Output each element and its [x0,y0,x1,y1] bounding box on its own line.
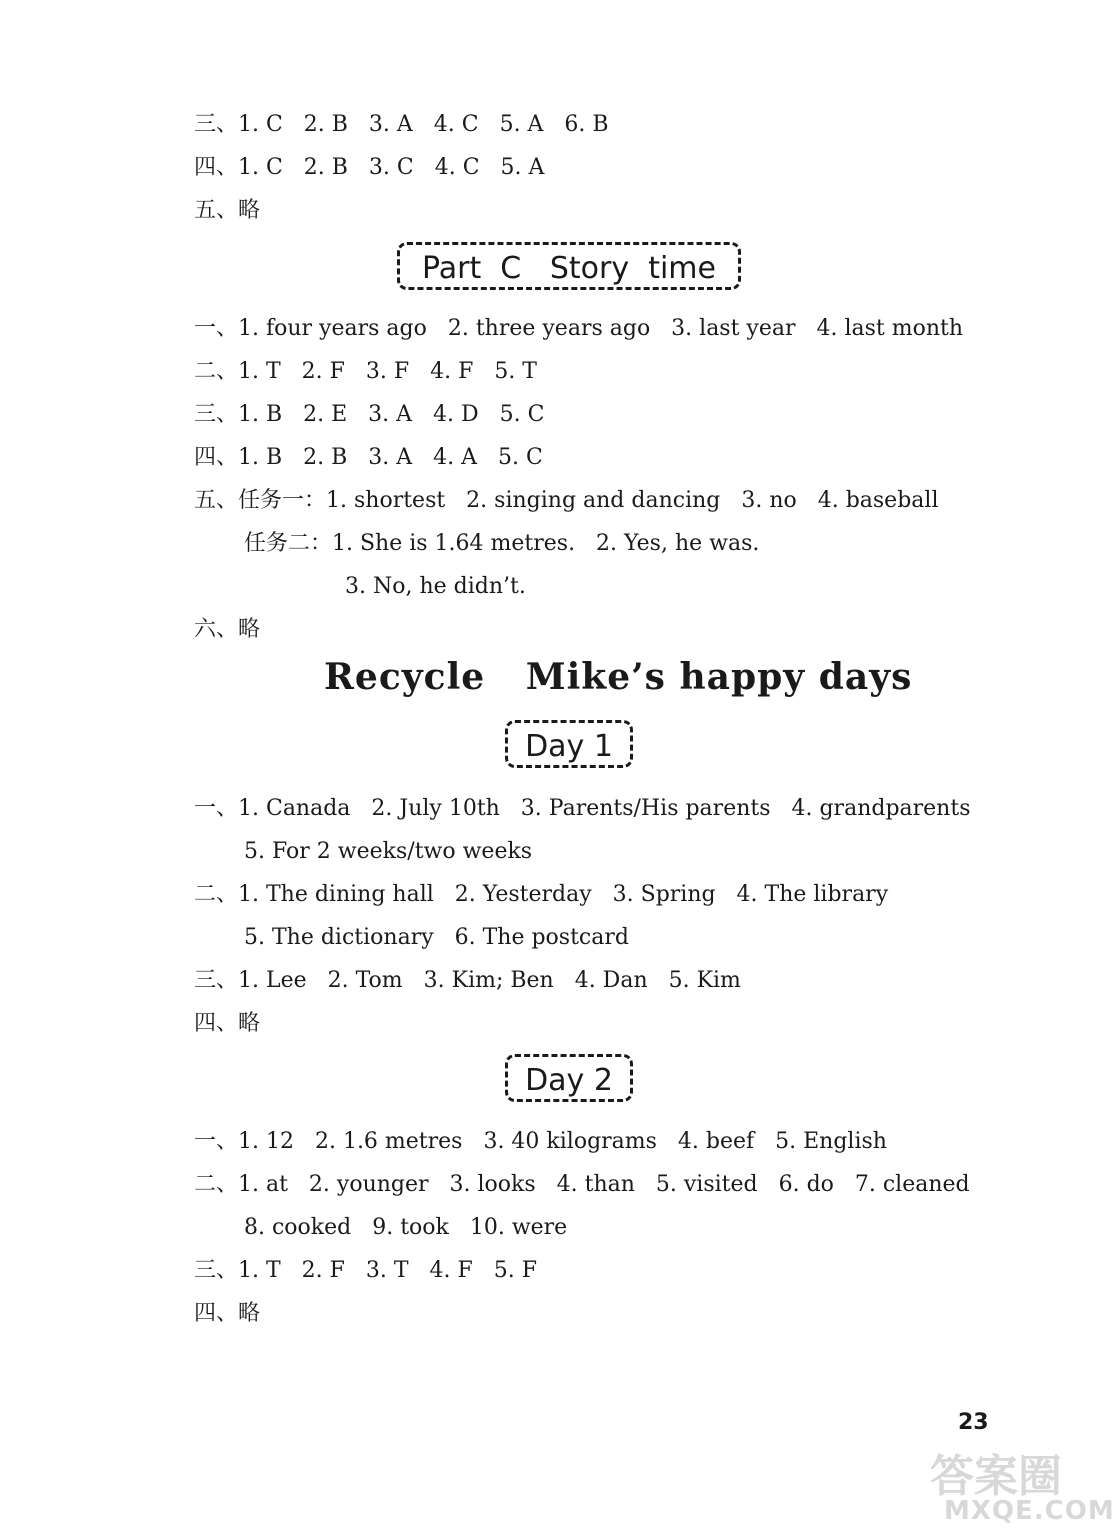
answer-line: 四、1. B 2. B 3. A 4. A 5. C [194,445,543,470]
answer-line: 二、1. The dining hall 2. Yesterday 3. Spring 4. The library [194,882,889,907]
day2-header: Day 2 [505,1054,633,1102]
part-c-header: Part C Story time [397,242,741,290]
answer-line: 二、1. at 2. younger 3. looks 4. than 5. visited 6. do 7. cleaned [194,1172,970,1197]
answer-line: 五、任务一：1. shortest 2. singing and dancing 3. no 4. baseball [194,488,939,513]
answer-line: 二、1. T 2. F 3. F 4. F 5. T [194,359,537,384]
answer-line: 三、1. T 2. F 3. T 4. F 5. F [194,1258,537,1283]
recycle-title: Recycle Mike’s happy days [324,656,913,698]
answer-line: 3. No, he didn’t. [345,574,526,599]
answer-line: 三、1. B 2. E 3. A 4. D 5. C [194,402,545,427]
page-number: 23 [958,1410,989,1435]
answer-line: 四、1. C 2. B 3. C 4. C 5. A [194,155,545,180]
answer-line: 一、1. Canada 2. July 10th 3. Parents/His parents 4. grandparents [194,796,971,821]
day1-header: Day 1 [505,720,633,768]
answer-line: 8. cooked 9. took 10. were [244,1215,568,1240]
answer-line: 一、1. four years ago 2. three years ago 3. last year 4. last month [194,316,964,341]
answer-line: 5. For 2 weeks/two weeks [244,839,533,864]
answer-line: 四、略 [194,1011,261,1036]
watermark-logo: 答案圈 [930,1451,1062,1502]
answer-line: 四、略 [194,1301,261,1326]
watermark-url: MXQE.COM [944,1496,1115,1526]
answer-line: 5. The dictionary 6. The postcard [244,925,629,950]
answer-line: 六、略 [194,617,261,642]
answer-line: 五、略 [194,198,261,223]
answer-line: 三、1. C 2. B 3. A 4. C 5. A 6. B [194,112,609,137]
answer-line: 一、1. 12 2. 1.6 metres 3. 40 kilograms 4. beef 5. English [194,1129,887,1154]
answer-line: 三、1. Lee 2. Tom 3. Kim; Ben 4. Dan 5. Kim [194,968,741,993]
answer-line: 任务二：1. She is 1.64 metres. 2. Yes, he was. [244,531,760,556]
